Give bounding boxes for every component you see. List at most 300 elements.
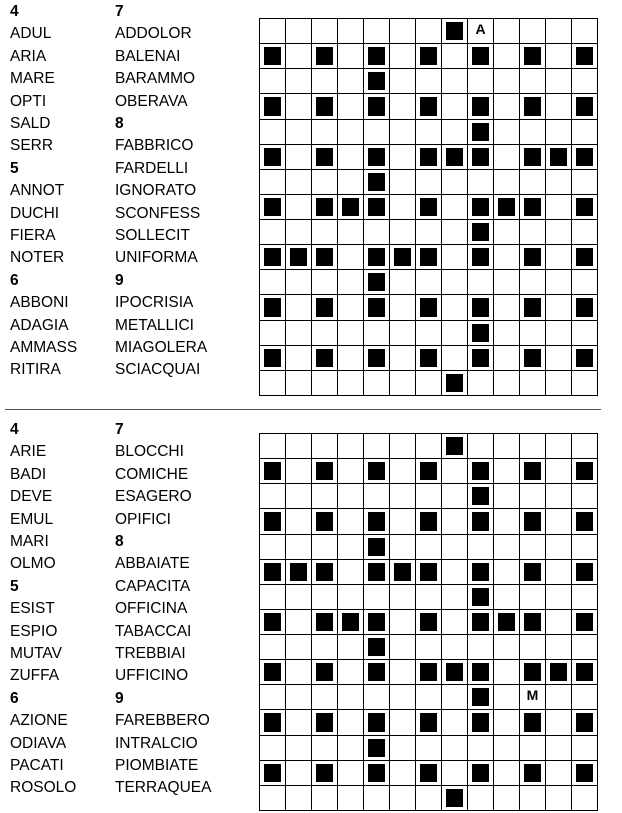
crossword-grid bbox=[259, 433, 598, 811]
grid-cell[interactable] bbox=[364, 434, 390, 459]
grid-cell[interactable] bbox=[442, 220, 468, 245]
grid-cell[interactable] bbox=[546, 220, 572, 245]
word-item: FAREBBERO bbox=[115, 712, 210, 730]
grid-cell[interactable] bbox=[572, 735, 598, 760]
grid-cell[interactable] bbox=[286, 119, 312, 144]
grid-cell[interactable] bbox=[338, 660, 364, 685]
black-square bbox=[524, 47, 541, 65]
grid-cell[interactable] bbox=[494, 169, 520, 194]
grid-cell[interactable] bbox=[442, 44, 468, 69]
grid-cell[interactable] bbox=[364, 320, 390, 345]
grid-cell[interactable] bbox=[390, 484, 416, 509]
grid-cell[interactable] bbox=[338, 144, 364, 169]
grid-cell[interactable] bbox=[416, 685, 442, 710]
grid-cell[interactable] bbox=[520, 169, 546, 194]
grid-cell[interactable] bbox=[572, 220, 598, 245]
grid-cell[interactable] bbox=[286, 169, 312, 194]
grid-cell[interactable] bbox=[286, 584, 312, 609]
grid-cell[interactable] bbox=[416, 220, 442, 245]
grid-cell[interactable] bbox=[338, 220, 364, 245]
grid-cell[interactable] bbox=[286, 534, 312, 559]
grid-cell[interactable] bbox=[260, 584, 286, 609]
grid-cell[interactable] bbox=[390, 760, 416, 785]
grid-cell[interactable] bbox=[468, 169, 494, 194]
grid-cell[interactable] bbox=[286, 194, 312, 219]
grid-cell[interactable] bbox=[390, 534, 416, 559]
grid-cell[interactable] bbox=[390, 320, 416, 345]
grid-cell[interactable] bbox=[520, 434, 546, 459]
grid-cell[interactable] bbox=[312, 320, 338, 345]
grid-cell[interactable] bbox=[520, 635, 546, 660]
grid-cell[interactable] bbox=[260, 119, 286, 144]
grid-cell[interactable] bbox=[546, 459, 572, 484]
grid-cell[interactable] bbox=[286, 685, 312, 710]
grid-cell[interactable] bbox=[572, 635, 598, 660]
grid-cell[interactable] bbox=[260, 534, 286, 559]
black-square bbox=[316, 563, 333, 581]
grid-cell[interactable] bbox=[442, 735, 468, 760]
grid-cell[interactable] bbox=[546, 94, 572, 119]
black-square bbox=[368, 273, 385, 291]
grid-cell[interactable] bbox=[260, 635, 286, 660]
grid-cell[interactable] bbox=[520, 270, 546, 295]
grid-cell[interactable] bbox=[312, 434, 338, 459]
word-item: IGNORATO bbox=[115, 182, 197, 200]
black-cell bbox=[364, 94, 390, 119]
black-cell bbox=[312, 345, 338, 370]
grid-cell[interactable] bbox=[338, 559, 364, 584]
grid-cell[interactable] bbox=[338, 534, 364, 559]
grid-cell[interactable] bbox=[312, 270, 338, 295]
grid-cell[interactable] bbox=[260, 169, 286, 194]
grid-cell[interactable] bbox=[338, 19, 364, 44]
grid-cell[interactable] bbox=[338, 685, 364, 710]
grid-cell[interactable] bbox=[364, 584, 390, 609]
grid-cell[interactable] bbox=[494, 509, 520, 534]
grid-cell[interactable] bbox=[312, 685, 338, 710]
grid-cell[interactable] bbox=[546, 710, 572, 735]
grid-cell[interactable] bbox=[390, 94, 416, 119]
grid-cell[interactable] bbox=[416, 69, 442, 94]
word-item: NOTER bbox=[10, 249, 65, 267]
grid-cell[interactable] bbox=[416, 484, 442, 509]
grid-cell[interactable] bbox=[520, 484, 546, 509]
grid-cell[interactable] bbox=[416, 270, 442, 295]
grid-cell[interactable] bbox=[286, 345, 312, 370]
grid-cell[interactable] bbox=[468, 635, 494, 660]
grid-cell[interactable] bbox=[416, 370, 442, 395]
grid-cell[interactable] bbox=[520, 534, 546, 559]
grid-cell[interactable] bbox=[390, 370, 416, 395]
grid-cell[interactable] bbox=[338, 295, 364, 320]
grid-cell[interactable] bbox=[260, 270, 286, 295]
grid-cell[interactable] bbox=[286, 94, 312, 119]
grid-cell[interactable] bbox=[546, 169, 572, 194]
grid-cell[interactable] bbox=[468, 370, 494, 395]
grid-cell[interactable] bbox=[286, 735, 312, 760]
black-square bbox=[316, 148, 333, 166]
grid-cell[interactable] bbox=[546, 509, 572, 534]
black-square bbox=[264, 198, 281, 216]
grid-cell[interactable] bbox=[312, 484, 338, 509]
grid-cell[interactable] bbox=[390, 144, 416, 169]
grid-cell[interactable] bbox=[546, 609, 572, 634]
grid-cell[interactable] bbox=[546, 295, 572, 320]
grid-cell[interactable] bbox=[442, 69, 468, 94]
grid-cell[interactable] bbox=[286, 44, 312, 69]
grid-cell[interactable] bbox=[338, 459, 364, 484]
black-square bbox=[420, 512, 437, 530]
grid-cell[interactable] bbox=[468, 19, 494, 44]
grid-cell[interactable] bbox=[416, 735, 442, 760]
black-cell bbox=[416, 509, 442, 534]
grid-cell[interactable] bbox=[546, 19, 572, 44]
grid-cell[interactable] bbox=[338, 345, 364, 370]
grid-cell[interactable] bbox=[442, 760, 468, 785]
grid-cell[interactable] bbox=[390, 660, 416, 685]
grid-cell[interactable] bbox=[494, 19, 520, 44]
grid-cell[interactable] bbox=[442, 584, 468, 609]
grid-cell[interactable] bbox=[572, 785, 598, 810]
grid-cell[interactable] bbox=[390, 785, 416, 810]
grid-cell[interactable] bbox=[442, 345, 468, 370]
grid-cell[interactable] bbox=[286, 270, 312, 295]
grid-cell[interactable] bbox=[520, 370, 546, 395]
grid-cell[interactable] bbox=[546, 735, 572, 760]
grid-cell[interactable] bbox=[442, 194, 468, 219]
black-square bbox=[420, 563, 437, 581]
grid-cell[interactable] bbox=[416, 635, 442, 660]
grid-cell[interactable] bbox=[260, 785, 286, 810]
grid-cell[interactable] bbox=[546, 534, 572, 559]
grid-cell[interactable] bbox=[338, 509, 364, 534]
grid-cell[interactable] bbox=[390, 609, 416, 634]
grid-cell[interactable] bbox=[468, 735, 494, 760]
grid-cell[interactable] bbox=[390, 710, 416, 735]
grid-cell[interactable] bbox=[494, 320, 520, 345]
grid-cell[interactable] bbox=[286, 434, 312, 459]
grid-cell[interactable] bbox=[442, 169, 468, 194]
grid-cell[interactable] bbox=[338, 760, 364, 785]
grid-cell[interactable] bbox=[494, 459, 520, 484]
grid-cell[interactable] bbox=[572, 534, 598, 559]
grid-cell[interactable] bbox=[338, 94, 364, 119]
grid-cell[interactable] bbox=[520, 735, 546, 760]
grid-cell[interactable] bbox=[390, 685, 416, 710]
grid-cell[interactable] bbox=[286, 635, 312, 660]
grid-cell[interactable] bbox=[338, 370, 364, 395]
grid-cell[interactable] bbox=[312, 735, 338, 760]
grid-cell[interactable] bbox=[442, 270, 468, 295]
grid-cell[interactable] bbox=[494, 69, 520, 94]
grid-cell[interactable] bbox=[390, 220, 416, 245]
grid-cell[interactable] bbox=[572, 119, 598, 144]
grid-cell[interactable] bbox=[312, 584, 338, 609]
grid-cell[interactable] bbox=[364, 685, 390, 710]
grid-cell[interactable] bbox=[442, 609, 468, 634]
grid-cell[interactable] bbox=[260, 19, 286, 44]
grid-cell[interactable] bbox=[494, 685, 520, 710]
grid-cell[interactable] bbox=[390, 270, 416, 295]
grid-cell[interactable] bbox=[286, 484, 312, 509]
grid-cell[interactable] bbox=[546, 559, 572, 584]
grid-cell[interactable] bbox=[442, 685, 468, 710]
grid-cell[interactable] bbox=[494, 345, 520, 370]
black-cell bbox=[520, 660, 546, 685]
grid-cell[interactable] bbox=[572, 270, 598, 295]
grid-cell[interactable] bbox=[494, 484, 520, 509]
grid-cell[interactable] bbox=[390, 345, 416, 370]
grid-cell[interactable] bbox=[312, 19, 338, 44]
grid-cell[interactable] bbox=[494, 295, 520, 320]
grid-cell[interactable] bbox=[416, 19, 442, 44]
given-letter: M bbox=[526, 687, 539, 704]
grid-cell[interactable] bbox=[546, 484, 572, 509]
grid-cell[interactable] bbox=[286, 320, 312, 345]
grid-cell[interactable] bbox=[338, 119, 364, 144]
grid-cell[interactable] bbox=[364, 119, 390, 144]
grid-cell[interactable] bbox=[338, 484, 364, 509]
grid-cell[interactable] bbox=[338, 320, 364, 345]
grid-cell[interactable] bbox=[260, 484, 286, 509]
grid-cell[interactable] bbox=[416, 785, 442, 810]
grid-cell[interactable] bbox=[390, 119, 416, 144]
grid-cell[interactable] bbox=[546, 434, 572, 459]
grid-cell[interactable] bbox=[442, 635, 468, 660]
grid-cell[interactable] bbox=[286, 660, 312, 685]
black-square bbox=[472, 198, 489, 216]
grid-cell[interactable] bbox=[390, 635, 416, 660]
grid-cell[interactable] bbox=[338, 270, 364, 295]
black-cell bbox=[520, 459, 546, 484]
grid-cell[interactable] bbox=[572, 685, 598, 710]
grid-cell[interactable] bbox=[260, 685, 286, 710]
grid-cell[interactable] bbox=[286, 220, 312, 245]
grid-cell[interactable] bbox=[494, 434, 520, 459]
grid-cell[interactable] bbox=[390, 169, 416, 194]
grid-cell[interactable] bbox=[390, 735, 416, 760]
word-item: OFFICINA bbox=[115, 600, 188, 618]
grid-cell[interactable] bbox=[520, 584, 546, 609]
grid-cell[interactable] bbox=[520, 69, 546, 94]
grid-cell[interactable] bbox=[390, 459, 416, 484]
grid-cell[interactable] bbox=[572, 434, 598, 459]
grid-cell[interactable] bbox=[338, 710, 364, 735]
grid-cell[interactable] bbox=[286, 609, 312, 634]
grid-cell[interactable] bbox=[572, 69, 598, 94]
grid-cell[interactable] bbox=[390, 19, 416, 44]
black-cell bbox=[572, 44, 598, 69]
grid-cell[interactable] bbox=[494, 94, 520, 119]
grid-cell[interactable] bbox=[416, 534, 442, 559]
grid-cell[interactable] bbox=[546, 320, 572, 345]
grid-cell[interactable] bbox=[260, 434, 286, 459]
grid-cell[interactable] bbox=[494, 635, 520, 660]
grid-cell[interactable] bbox=[338, 44, 364, 69]
grid-cell[interactable] bbox=[286, 144, 312, 169]
grid-cell[interactable] bbox=[338, 169, 364, 194]
grid-cell[interactable] bbox=[312, 370, 338, 395]
grid-cell[interactable] bbox=[468, 270, 494, 295]
grid-cell[interactable] bbox=[286, 295, 312, 320]
black-cell bbox=[390, 559, 416, 584]
grid-cell[interactable] bbox=[364, 370, 390, 395]
grid-cell[interactable] bbox=[338, 785, 364, 810]
grid-cell[interactable] bbox=[312, 169, 338, 194]
grid-cell[interactable] bbox=[442, 295, 468, 320]
grid-cell[interactable] bbox=[572, 320, 598, 345]
grid-cell[interactable] bbox=[442, 710, 468, 735]
grid-cell[interactable] bbox=[546, 44, 572, 69]
grid-cell[interactable] bbox=[468, 534, 494, 559]
grid-cell[interactable] bbox=[520, 19, 546, 44]
grid-cell[interactable] bbox=[390, 584, 416, 609]
grid-cell[interactable] bbox=[286, 710, 312, 735]
grid-cell[interactable] bbox=[572, 584, 598, 609]
grid-cell[interactable] bbox=[546, 245, 572, 270]
grid-cell[interactable] bbox=[416, 119, 442, 144]
black-square bbox=[368, 298, 385, 316]
black-square bbox=[264, 663, 281, 681]
grid-cell[interactable] bbox=[520, 220, 546, 245]
black-cell bbox=[260, 94, 286, 119]
grid-cell[interactable] bbox=[416, 584, 442, 609]
grid-cell[interactable] bbox=[416, 434, 442, 459]
grid-cell[interactable] bbox=[260, 320, 286, 345]
grid-cell[interactable] bbox=[520, 119, 546, 144]
grid-cell[interactable] bbox=[286, 509, 312, 534]
grid-cell[interactable] bbox=[338, 69, 364, 94]
grid-cell[interactable] bbox=[286, 760, 312, 785]
grid-cell[interactable] bbox=[546, 635, 572, 660]
grid-cell[interactable] bbox=[494, 119, 520, 144]
grid-cell[interactable] bbox=[494, 735, 520, 760]
grid-cell[interactable] bbox=[286, 69, 312, 94]
grid-cell[interactable] bbox=[468, 69, 494, 94]
word-item: OPTI bbox=[10, 92, 47, 110]
grid-cell[interactable] bbox=[364, 220, 390, 245]
grid-cell[interactable] bbox=[520, 685, 546, 710]
grid-cell[interactable] bbox=[546, 194, 572, 219]
grid-cell[interactable] bbox=[572, 484, 598, 509]
grid-cell[interactable] bbox=[364, 484, 390, 509]
grid-cell[interactable] bbox=[364, 785, 390, 810]
grid-cell[interactable] bbox=[442, 559, 468, 584]
grid-cell[interactable] bbox=[546, 785, 572, 810]
grid-cell[interactable] bbox=[572, 19, 598, 44]
black-cell bbox=[442, 660, 468, 685]
grid-cell[interactable] bbox=[546, 685, 572, 710]
grid-cell[interactable] bbox=[520, 320, 546, 345]
grid-cell[interactable] bbox=[494, 144, 520, 169]
word-length-heading: 5 bbox=[10, 577, 19, 595]
grid-cell[interactable] bbox=[312, 69, 338, 94]
grid-cell[interactable] bbox=[546, 270, 572, 295]
grid-cell[interactable] bbox=[338, 245, 364, 270]
grid-cell[interactable] bbox=[286, 370, 312, 395]
grid-cell[interactable] bbox=[546, 584, 572, 609]
grid-cell[interactable] bbox=[572, 370, 598, 395]
grid-cell[interactable] bbox=[260, 735, 286, 760]
grid-cell[interactable] bbox=[442, 119, 468, 144]
black-square bbox=[316, 462, 333, 480]
black-cell bbox=[468, 760, 494, 785]
grid-cell[interactable] bbox=[494, 584, 520, 609]
grid-cell[interactable] bbox=[260, 370, 286, 395]
grid-cell[interactable] bbox=[442, 534, 468, 559]
grid-cell[interactable] bbox=[390, 295, 416, 320]
grid-cell[interactable] bbox=[338, 635, 364, 660]
grid-cell[interactable] bbox=[364, 19, 390, 44]
grid-cell[interactable] bbox=[546, 119, 572, 144]
grid-cell[interactable] bbox=[442, 94, 468, 119]
grid-cell[interactable] bbox=[442, 484, 468, 509]
word-length-heading: 6 bbox=[10, 271, 19, 289]
grid-cell[interactable] bbox=[286, 785, 312, 810]
grid-cell[interactable] bbox=[312, 635, 338, 660]
black-cell bbox=[364, 194, 390, 219]
black-square bbox=[524, 563, 541, 581]
grid-cell[interactable] bbox=[494, 760, 520, 785]
grid-cell[interactable] bbox=[572, 169, 598, 194]
grid-cell[interactable] bbox=[390, 69, 416, 94]
grid-cell[interactable] bbox=[312, 220, 338, 245]
grid-cell[interactable] bbox=[390, 509, 416, 534]
grid-cell[interactable] bbox=[546, 760, 572, 785]
grid-cell[interactable] bbox=[494, 660, 520, 685]
grid-cell[interactable] bbox=[494, 534, 520, 559]
grid-cell[interactable] bbox=[442, 459, 468, 484]
grid-cell[interactable] bbox=[338, 735, 364, 760]
grid-cell[interactable] bbox=[312, 534, 338, 559]
grid-cell[interactable] bbox=[494, 710, 520, 735]
grid-cell[interactable] bbox=[494, 245, 520, 270]
grid-cell[interactable] bbox=[494, 220, 520, 245]
grid-cell[interactable] bbox=[494, 559, 520, 584]
grid-cell[interactable] bbox=[494, 785, 520, 810]
grid-cell[interactable] bbox=[416, 320, 442, 345]
grid-cell[interactable] bbox=[338, 434, 364, 459]
grid-cell[interactable] bbox=[442, 245, 468, 270]
grid-cell[interactable] bbox=[390, 194, 416, 219]
grid-cell[interactable] bbox=[546, 345, 572, 370]
grid-cell[interactable] bbox=[494, 370, 520, 395]
black-cell bbox=[312, 94, 338, 119]
grid-cell[interactable] bbox=[520, 785, 546, 810]
grid-cell[interactable] bbox=[494, 270, 520, 295]
grid-cell[interactable] bbox=[468, 434, 494, 459]
grid-cell[interactable] bbox=[416, 169, 442, 194]
grid-cell[interactable] bbox=[286, 459, 312, 484]
black-square bbox=[420, 97, 437, 115]
grid-cell[interactable] bbox=[546, 370, 572, 395]
grid-cell[interactable] bbox=[494, 44, 520, 69]
black-square bbox=[368, 563, 385, 581]
grid-cell[interactable] bbox=[390, 44, 416, 69]
grid-cell[interactable] bbox=[260, 220, 286, 245]
grid-cell[interactable] bbox=[312, 119, 338, 144]
grid-cell[interactable] bbox=[442, 509, 468, 534]
grid-cell[interactable] bbox=[260, 69, 286, 94]
grid-cell[interactable] bbox=[390, 434, 416, 459]
black-square bbox=[368, 739, 385, 757]
grid-cell[interactable] bbox=[546, 69, 572, 94]
grid-cell[interactable] bbox=[468, 785, 494, 810]
grid-cell[interactable] bbox=[312, 785, 338, 810]
grid-cell[interactable] bbox=[286, 19, 312, 44]
grid-cell[interactable] bbox=[338, 584, 364, 609]
grid-cell[interactable] bbox=[442, 320, 468, 345]
